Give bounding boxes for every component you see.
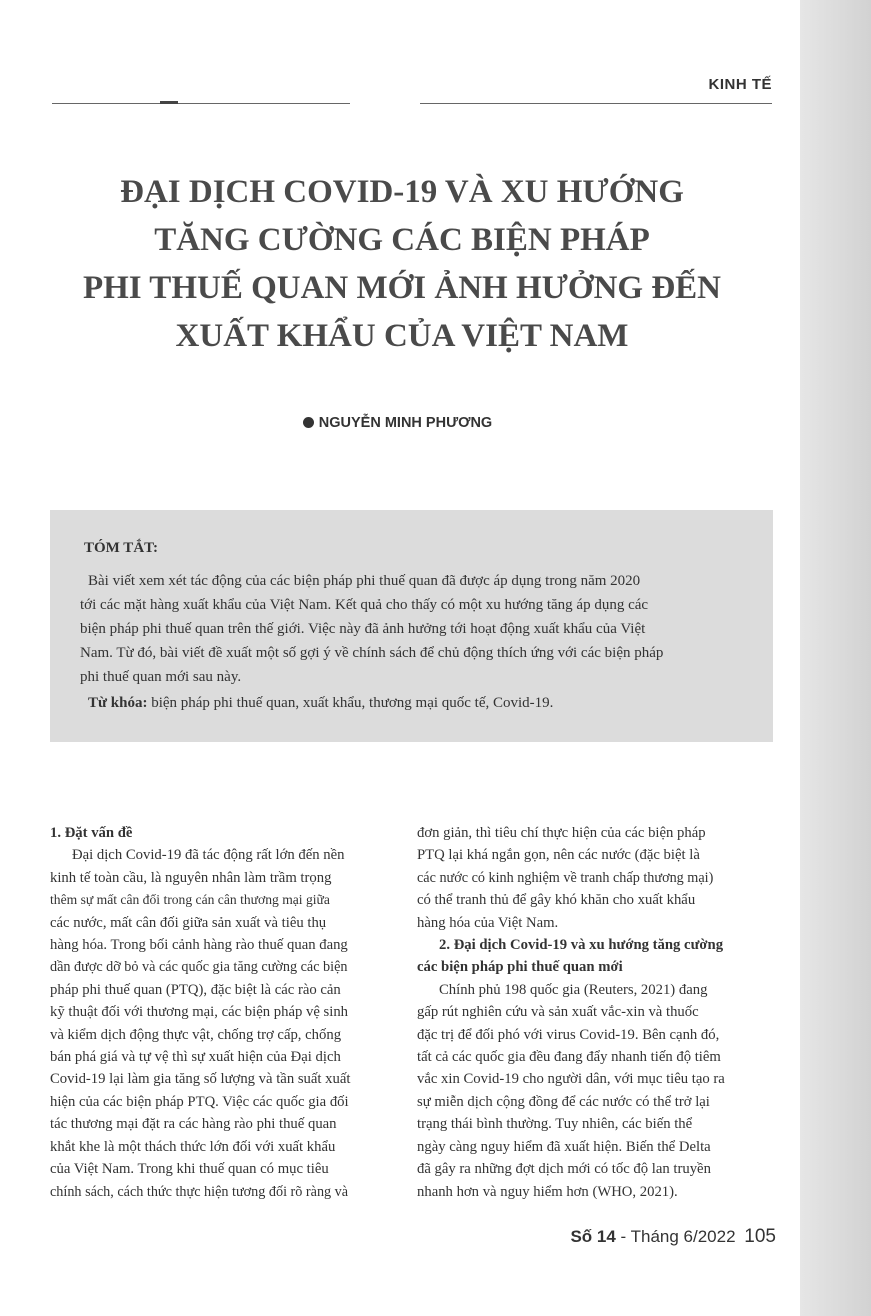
header-rule-left bbox=[52, 103, 350, 104]
body-line: khắt khe là một thách thức lớn đối với xuất khẩu bbox=[50, 1138, 336, 1155]
body-line: gấp rút nghiên cứu và sản xuất vắc-xin và thuốc bbox=[417, 1004, 699, 1021]
abstract-text bbox=[80, 569, 745, 689]
body-line: hàng hóa. Trong bối cảnh hàng rào thuế quan đang bbox=[50, 937, 348, 954]
body-line: hàng hóa của Việt Nam. bbox=[417, 914, 559, 931]
title-line: ĐẠI DỊCH COVID-19 VÀ XU HƯỚNG bbox=[120, 174, 684, 210]
abstract-line: phi thuế quan mới sau này. bbox=[80, 669, 242, 685]
body-column-left bbox=[50, 822, 395, 1203]
body-line: Đại dịch Covid-19 đã tác động rất lớn đến nền bbox=[72, 847, 345, 864]
body-line: Chính phủ 198 quốc gia (Reuters, 2021) đang bbox=[439, 981, 708, 998]
author-name: NGUYỄN MINH PHƯƠNG bbox=[318, 415, 493, 431]
header-rule-right bbox=[420, 103, 772, 104]
abstract-line: tới các mặt hàng xuất khẩu của Việt Nam. Kết quả cho thấy có một xu hướng tăng áp dụng các bbox=[80, 597, 649, 613]
body-line: chính sách, cách thức thực hiện tương đối rõ ràng và bbox=[50, 1183, 349, 1200]
body-line: đã gây ra những đợt dịch mới có tốc độ lan truyền bbox=[417, 1161, 711, 1178]
issue-number: Số 14 bbox=[570, 1227, 616, 1246]
body-line: ngày càng nguy hiểm đã xuất hiện. Biến thể Delta bbox=[417, 1138, 711, 1155]
body-line: và kiểm dịch động thực vật, chống trợ cấp, chống bbox=[50, 1026, 342, 1043]
section-label: KINH TẾ bbox=[708, 76, 772, 93]
body-line: của Việt Nam. Trong khi thuế quan có mục tiêu bbox=[50, 1161, 329, 1178]
body-line: có thể tranh thủ để gây khó khăn cho xuất khẩu bbox=[417, 892, 696, 909]
body-line: bán phá giá và tự vệ thì sự xuất hiện của Đại dịch bbox=[50, 1049, 341, 1066]
issue-date: - Tháng 6/2022 bbox=[615, 1227, 736, 1246]
body-line: pháp phi thuế quan (PTQ), đặc biệt là các rào cản bbox=[50, 981, 341, 998]
abstract-heading: TÓM TẮT: bbox=[84, 540, 159, 556]
author-line bbox=[0, 415, 795, 431]
section-heading: 1. Đặt vấn đề bbox=[50, 825, 133, 841]
body-column-right bbox=[417, 822, 762, 1203]
body-line: đơn giản, thì tiêu chí thực hiện của các biện pháp bbox=[417, 825, 706, 841]
body-line: hiện của các biện pháp PTQ. Việc các quốc gia đối bbox=[50, 1093, 349, 1110]
keywords-label: Từ khóa: bbox=[88, 695, 148, 711]
abstract-line: Bài viết xem xét tác động của các biện pháp phi thuế quan đã được áp dụng trong năm 2020 bbox=[88, 573, 641, 589]
body-line: Covid-19 lại làm gia tăng số lượng và tần suất xuất bbox=[50, 1071, 351, 1088]
body-line: tác thương mại đặt ra các hàng rào phi thuế quan bbox=[50, 1116, 337, 1133]
title-line: XUẤT KHẨU CỦA VIỆT NAM bbox=[175, 318, 629, 354]
body-line: các nước, mất cân đối giữa sản xuất và tiêu thụ bbox=[50, 914, 327, 931]
title-line: PHI THUẾ QUAN MỚI ẢNH HƯỞNG ĐẾN bbox=[82, 270, 722, 306]
page-footer bbox=[570, 1226, 776, 1248]
scan-page-edge bbox=[800, 0, 871, 1316]
page-number: 105 bbox=[744, 1226, 776, 1247]
keywords-list: biện pháp phi thuế quan, xuất khẩu, thương mại quốc tế, Covid-19. bbox=[147, 695, 554, 711]
bullet-icon bbox=[303, 417, 314, 428]
abstract-line: biện pháp phi thuế quan trên thế giới. Việc này đã ảnh hưởng tới hoạt động xuất khẩu của Việt bbox=[80, 621, 646, 637]
body-line: kỹ thuật đối với thương mại, các biện pháp vệ sinh bbox=[50, 1004, 349, 1021]
article-title bbox=[52, 168, 752, 360]
title-line: TĂNG CƯỜNG CÁC BIỆN PHÁP bbox=[154, 222, 650, 258]
body-line: sự miễn dịch cộng đồng để các nước có thể trở lại bbox=[417, 1093, 710, 1110]
header-rule-mark bbox=[160, 101, 178, 104]
body-line: trạng thái bình thường. Tuy nhiên, các biến thể bbox=[417, 1116, 693, 1133]
abstract-line: Nam. Từ đó, bài viết đề xuất một số gợi ý về chính sách để chủ động thích ứng với các biện pháp bbox=[80, 645, 664, 661]
body-line: nhanh hơn và nguy hiểm hơn (WHO, 2021). bbox=[417, 1183, 678, 1200]
section-heading: 2. Đại dịch Covid-19 và xu hướng tăng cường bbox=[439, 937, 724, 954]
keywords bbox=[80, 691, 745, 715]
body-line: PTQ lại khá ngắn gọn, nên các nước (đặc biệt là bbox=[417, 847, 700, 864]
body-line: đặc trị để đối phó với virus Covid-19. Bên cạnh đó, bbox=[417, 1026, 720, 1043]
body-line: tất cả các quốc gia đều đang đẩy nhanh tiến độ tiêm bbox=[417, 1049, 721, 1066]
abstract-box bbox=[50, 510, 773, 742]
section-heading: các biện pháp phi thuế quan mới bbox=[417, 959, 623, 976]
body-line: kinh tế toàn cầu, là nguyên nhân làm trầm trọng bbox=[50, 869, 332, 886]
body-line: vắc xin Covid-19 cho người dân, với mục tiêu tạo ra bbox=[417, 1071, 725, 1088]
body-line: các nước có kinh nghiệm về tranh chấp thương mại) bbox=[417, 869, 714, 886]
body-line: dần được dỡ bỏ và các quốc gia tăng cường các biện bbox=[50, 959, 348, 976]
body-line: thêm sự mất cân đối trong cán cân thương mại giữa bbox=[50, 892, 330, 908]
